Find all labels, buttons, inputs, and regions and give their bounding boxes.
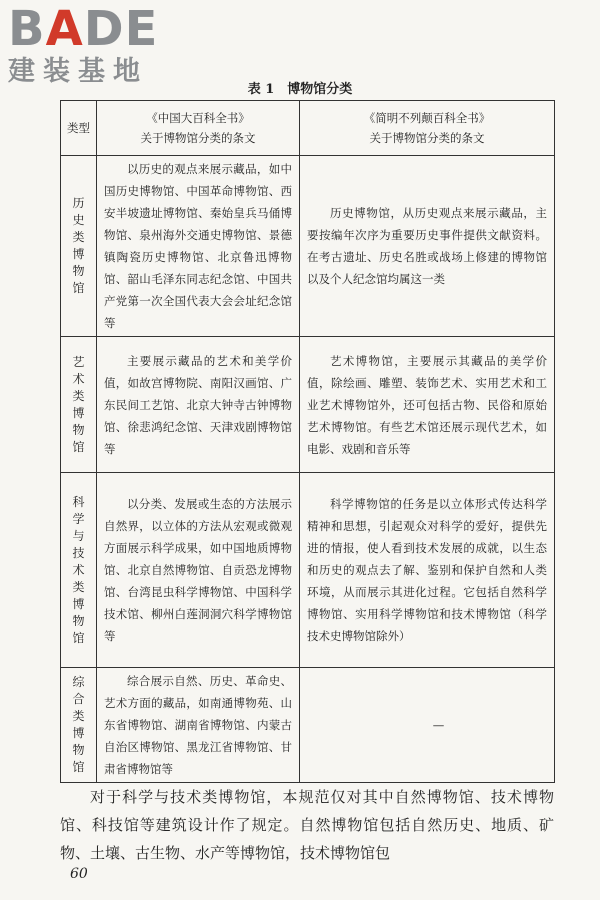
header-col1 <box>97 101 300 156</box>
bade-logo <box>8 1 178 88</box>
page-number: 60 <box>70 866 88 882</box>
logo-letters: DE <box>83 1 159 57</box>
row-type-label: 历史类博物馆 <box>72 196 85 295</box>
header-col1-line1: 《中国大百科全书》 <box>146 111 250 125</box>
museum-classification-table <box>60 100 555 783</box>
logo-accent-letter: A <box>45 1 84 57</box>
row-type-label: 科学与技术类博物馆 <box>72 494 85 645</box>
logo-wordmark <box>8 1 178 57</box>
table-caption: 表 1 博物馆分类 <box>247 82 353 97</box>
row-col1: 以历史的观点来展示藏品，如中国历史博物馆、中国革命博物馆、西安半坡遗址博物馆、秦始皇兵马俑博物馆、泉州海外交通史博物馆、景德镇陶瓷历史博物馆、北京鲁迅博物馆、韶山毛泽东同志纪念馆、中国共产党第一次全国代表大会会址纪念馆等 <box>97 156 300 337</box>
row-col1: 综合展示自然、历史、革命史、艺术方面的藏品，如南通博物苑、山东省博物馆、湖南省博物馆、内蒙古自治区博物馆、黑龙江省博物馆、甘肃省博物馆等 <box>97 668 300 783</box>
table-row <box>61 156 555 337</box>
table-row <box>61 473 555 668</box>
row-col1: 主要展示藏品的艺术和美学价值，如故宫博物院、南阳汉画馆、广东民间工艺馆、北京大钟寺古钟博物馆、徐悲鸿纪念馆、天津戏剧博物馆等 <box>97 337 300 473</box>
row-type <box>61 473 97 668</box>
row-type <box>61 337 97 473</box>
body-paragraph: 对于科学与技术类博物馆，本规范仅对其中自然博物馆、技术博物馆、科技馆等建筑设计作了规定。自然博物馆包括自然历史、地质、矿物、土壤、古生物、水产等博物馆，技术博物馆包 <box>60 788 554 862</box>
row-col1: 以分类、发展或生态的方法展示自然界，以立体的方法从宏观或微观方面展示科学成果，如中国地质博物馆、北京自然博物馆、自贡恐龙博物馆、台湾昆虫科学博物馆、中国科学技术馆、柳州白莲洞洞穴科学博物馆等 <box>97 473 300 668</box>
row-type <box>61 668 97 783</box>
row-col2: 历史博物馆，从历史观点来展示藏品，主要按编年次序为重要历史事件提供文献资料。在考古遗址、历史名胜或战场上修建的博物馆以及个人纪念馆均属这一类 <box>300 156 555 337</box>
header-col2 <box>300 101 555 156</box>
table-header-row <box>61 101 555 156</box>
header-type: 类型 <box>61 101 97 156</box>
header-col1-line2: 关于博物馆分类的条文 <box>140 131 256 145</box>
row-col2: 科学博物馆的任务是以立体形式传达科学精神和思想，引起观众对科学的爱好，提供先进的情报，使人看到技术发展的成就，以生态和历史的观点去了解、鉴别和保护自然和人类环境，从而展示其进化过程。它包括自然科学博物馆、实用科学博物馆和技术博物馆（科学技术史博物馆除外） <box>300 473 555 668</box>
logo-subtitle: 建装基地 <box>8 56 148 87</box>
row-col2-empty: — <box>300 668 555 783</box>
row-type <box>61 156 97 337</box>
table-row <box>61 337 555 473</box>
row-col2: 艺术博物馆，主要展示其藏品的美学价值，除绘画、雕塑、装饰艺术、实用艺术和工业艺术博物馆外，还可包括古物、民俗和原始艺术博物馆。有些艺术馆还展示现代艺术，如电影、戏剧和音乐等 <box>300 337 555 473</box>
header-col2-line2: 关于博物馆分类的条文 <box>369 131 485 145</box>
header-col2-line1: 《简明不列颠百科全书》 <box>363 111 491 125</box>
table-row <box>61 668 555 783</box>
row-type-label: 艺术类博物馆 <box>72 354 85 454</box>
row-type-label: 综合类博物馆 <box>72 675 85 774</box>
logo-letter: B <box>8 1 46 57</box>
